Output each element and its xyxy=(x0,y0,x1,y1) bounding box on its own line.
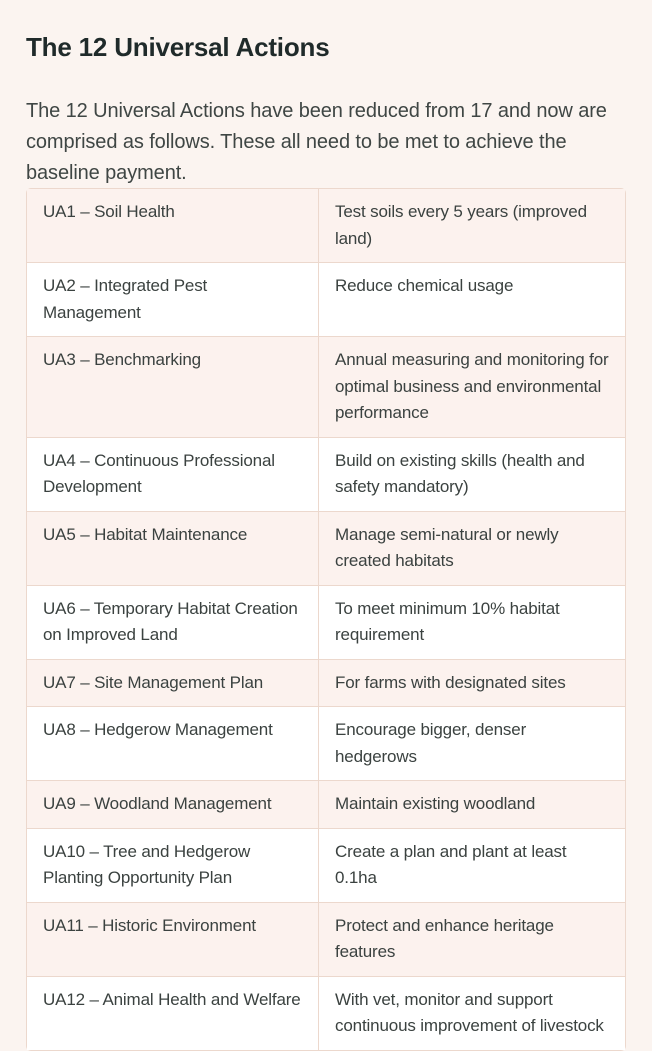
description-cell: With vet, monitor and support continuous improvement of livestock xyxy=(335,989,604,1035)
description-cell: Build on existing skills (health and safety mandatory) xyxy=(335,450,585,496)
action-cell: UA9 – Woodland Management xyxy=(27,781,319,828)
action-cell: UA6 – Temporary Habitat Creation on Improved Land xyxy=(27,586,319,659)
description-cell: Manage semi-natural or newly created habitats xyxy=(335,524,559,570)
action-cell: UA7 – Site Management Plan xyxy=(27,660,319,707)
description-cell: Annual measuring and monitoring for optimal business and environmental performance xyxy=(335,350,609,422)
description-cell: Encourage bigger, denser hedgerows xyxy=(335,720,527,766)
table-row xyxy=(27,437,625,511)
action-cell: UA3 – Benchmarking xyxy=(27,337,319,437)
table-row xyxy=(27,828,625,902)
action-cell: UA1 – Soil Health xyxy=(27,189,319,262)
action-cell: UA11 – Historic Environment xyxy=(27,903,319,976)
description-cell: Protect and enhance heritage features xyxy=(335,915,554,961)
table-row xyxy=(27,336,625,437)
action-cell: UA12 – Animal Health and Welfare xyxy=(27,977,319,1050)
description-cell: Maintain existing woodland xyxy=(335,794,536,813)
action-cell: UA5 – Habitat Maintenance xyxy=(27,512,319,585)
table-row xyxy=(27,780,625,828)
description-cell: Test soils every 5 years (improved land) xyxy=(335,202,587,248)
universal-actions-table xyxy=(26,188,626,1051)
table-row xyxy=(27,511,625,585)
action-cell: UA8 – Hedgerow Management xyxy=(27,707,319,780)
table-row xyxy=(27,189,625,262)
description-cell: To meet minimum 10% habitat requirement xyxy=(335,598,560,644)
action-cell: UA10 – Tree and Hedgerow Planting Opportunity Plan xyxy=(27,829,319,902)
table-row xyxy=(27,659,625,707)
table-row xyxy=(27,706,625,780)
action-cell: UA4 – Continuous Professional Development xyxy=(27,438,319,511)
table-row xyxy=(27,262,625,336)
table-row xyxy=(27,976,625,1050)
table-row xyxy=(27,585,625,659)
description-cell: Reduce chemical usage xyxy=(335,276,514,295)
intro-paragraph: The 12 Universal Actions have been reduced from 17 and now are comprised as follows. These all need to be met to achieve the baseline payment. xyxy=(26,100,607,184)
table-row xyxy=(27,902,625,976)
section-heading: The 12 Universal Actions xyxy=(26,32,330,62)
description-cell: Create a plan and plant at least 0.1ha xyxy=(335,841,567,887)
description-cell: For farms with designated sites xyxy=(335,672,566,692)
action-cell: UA2 – Integrated Pest Management xyxy=(27,263,319,336)
